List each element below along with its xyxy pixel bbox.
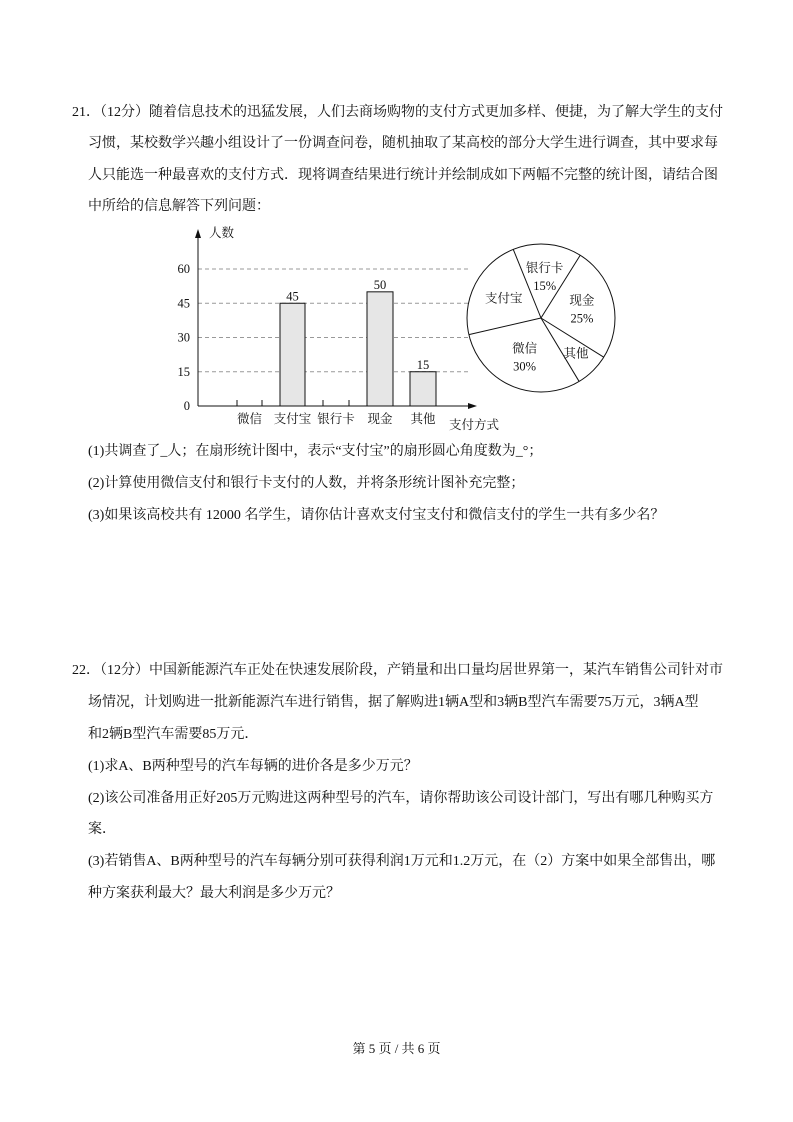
q22-line: (3)若销售A、B两种型号的汽车每辆分别可获得利润1万元和1.2万元，在（2）方案中如果全部售出，哪 (88, 854, 716, 869)
pie-label-支付宝: 支付宝 (484, 291, 523, 306)
x-tick-label: 微信 (236, 412, 263, 426)
x-tick-label: 其他 (410, 412, 436, 426)
x-tick-label: 银行卡 (317, 412, 355, 426)
page-footer: 第 5 页 / 共 6 页 (352, 1041, 441, 1056)
bar-支付宝 (280, 303, 305, 406)
q22-line: 场情况，计划购进一批新能源汽车进行销售，据了解购进1辆A型和3辆B型汽车需要75万元，3辆A型 (88, 695, 699, 710)
q22-line: 和2辆B型汽车需要85万元． (88, 727, 259, 742)
pie-percent-label: 15% (533, 279, 557, 294)
x-axis-arrow (468, 403, 477, 409)
q21-sub-2: (2)计算使用微信支付和银行卡支付的人数，并将条形统计图补充完整； (88, 476, 525, 491)
bar-现金 (367, 292, 393, 406)
x-tick-label: 支付宝 (273, 412, 312, 426)
pie-percent-label: 25% (570, 311, 594, 326)
q21-sub-3: (3)如果该高校共有 12000 名学生，请你估计喜欢支付宝支付和微信支付的学生一共有多少名？ (88, 508, 665, 523)
statistics-charts (0, 0, 793, 450)
pie-label-其他: 其他 (563, 346, 589, 361)
bar-value-label: 50 (373, 277, 387, 292)
y-tick-label: 45 (177, 296, 190, 311)
q22-line: 案． (88, 822, 116, 837)
pie-label-现金: 现金 (569, 293, 595, 308)
q21-line: 21．（12分）随着信息技术的迅猛发展，人们去商场购物的支付方式更加多样、便捷，为了解大学生的支付 (72, 105, 723, 120)
q21-line: 习惯，某校数学兴趣小组设计了一份调查问卷，随机抽取了某高校的部分大学生进行调查，其中要求每 (88, 136, 718, 151)
y-axis-arrow (195, 229, 201, 238)
x-axis-label: 支付方式 (449, 418, 500, 432)
y-tick-label: 30 (177, 330, 190, 345)
y-tick-label: 0 (183, 399, 190, 413)
pie-percent-label: 30% (513, 359, 537, 374)
pie-label-微信: 微信 (512, 341, 538, 356)
pie-label-银行卡: 银行卡 (525, 261, 564, 276)
bar-value-label: 15 (416, 357, 430, 372)
q21-line: 人只能选一种最喜欢的支付方式．现将调查结果进行统计并绘制成如下两幅不完整的统计图，请结合图 (88, 168, 718, 183)
y-tick-label: 15 (177, 364, 190, 379)
q22-line: 22．（12分）中国新能源汽车正处在快速发展阶段，产销量和出口量均居世界第一，某汽车销售公司针对市 (72, 663, 723, 678)
y-axis-label: 人数 (209, 226, 235, 240)
bar-value-label: 45 (286, 289, 299, 304)
bar-其他 (410, 372, 436, 406)
x-tick-label: 现金 (367, 412, 393, 426)
q21-line: 中所给的信息解答下列问题： (88, 199, 270, 214)
q22-line: (2)该公司准备用正好205万元购进这两种型号的汽车，请你帮助该公司设计部门，写出有哪几种购买方 (88, 791, 714, 806)
q22-line: (1)求A、B两种型号的汽车每辆的进价各是多少万元？ (88, 759, 418, 774)
q21-sub-1: (1)共调查了_人；在扇形统计图中，表示“支付宝”的扇形圆心角度数为_°； (88, 444, 543, 459)
y-tick-label: 60 (177, 262, 190, 276)
q22-line: 种方案获利最大？最大利润是多少万元？ (88, 886, 340, 901)
